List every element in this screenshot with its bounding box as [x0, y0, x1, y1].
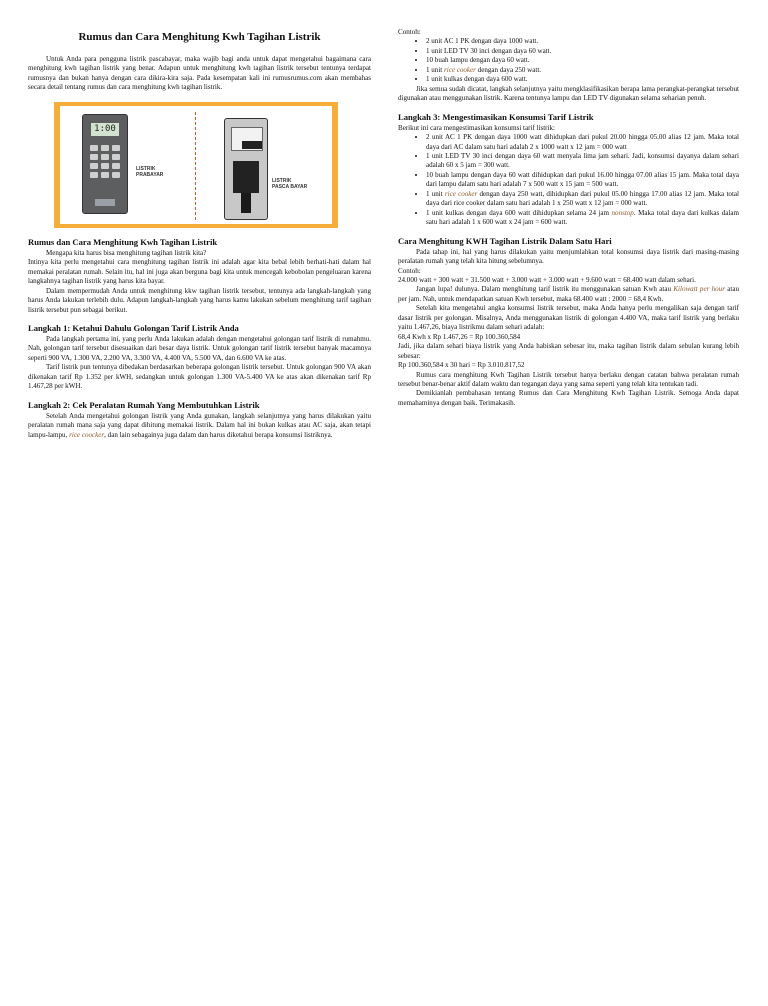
paragraph: Jangan lupa! dulunya. Dalam menghitung tarif listrik itu menggunakan satuan Kwh atau Kilowatt per hour atau per jam. Nah, untuk mendapatkan satuan Kwh tersebut, maka 68.400 watt : 2000 = 68,4 Kwh. — [398, 285, 740, 303]
list-item: • 2 unit AC 1 PK dengan daya 1000 watt dihidupkan dari pukul 20.00 hingga 05.00 alias 12 jam. Maka total daya dari AC dalam satu hari adalah 2 x 1000 watt x 12 jam = 000 watt — [426, 133, 739, 152]
step2-heading: Langkah 2: Cek Peralatan Rumah Yang Membutuhkan Listrik — [28, 399, 260, 410]
meter-keypad — [90, 145, 120, 178]
paragraph: Berikut ini cara mengestimasikan konsumsi tarif listrik: — [398, 123, 555, 132]
prepaid-meter-image — [82, 114, 128, 214]
formula: 68,4 Kwh x Rp 1.467,26 = Rp 100.360,584 — [398, 332, 521, 341]
meter-illustration — [54, 102, 338, 228]
list-item: • 2 unit AC 1 PK dengan daya 1000 watt. — [426, 37, 739, 46]
formula: 24.000 watt + 300 watt + 31.500 watt + 3.000 watt + 3.000 watt + 9.600 watt = 68.400 watt dalam sehari. — [398, 275, 696, 284]
list-item: • 1 unit kulkas dengan daya 600 watt. — [426, 75, 739, 84]
meter-screen: 1:00 — [91, 123, 119, 136]
section-heading: Rumus dan Cara Menghitung Kwh Tagihan Listrik — [28, 236, 218, 247]
paragraph: Setelah kita mengetahui angka konsumsi listrik tersebut, maka Anda hanya perlu mengalikan saja dengan tarif dasar listrik per golongan. Misalnya, Anda menggunakan listrik di golongan 4.400 VA, maka tarif listrik yang berlaku yaitu 1.467,26, biaya listrikmu dalam sehari adalah: — [398, 304, 739, 332]
right-column — [398, 28, 739, 408]
question-text: Mengapa kita harus bisa menghitung tagihan listrik kita? — [46, 248, 207, 257]
site-name: rumusrumus.com — [272, 73, 322, 82]
paragraph: Rumus cara menghitung Kwh Tagihan Listrik tersebut hanya berlaku dengan catatan bahwa peralatan rumah tersebut benar-benar aktif dalam waktu dan tegangan daya yang sama seperti yang telah kita tentukan tadi. — [398, 370, 739, 388]
kilowatt-term: Kilowatt per hour — [673, 285, 725, 294]
closing-paragraph: Demikianlah pembahasan tentang Rumus dan Cara Menghitung Kwh Tagihan Listrik. Semoga Anda dapat memahaminya dengan baik. Terimakasih. — [398, 389, 739, 407]
paragraph: Setelah Anda mengetahui golongan listrik yang Anda gunakan, langkah selanjutnya yang harus dilakukan yaitu peralatan rumah mana saja yang dapat dihitung memakai listrik. Dalam hal ini bukan kulkas atau AC saja, akan tetapi lampu-lampu, rice coocker, dan lain sebagainya juga dalam dan harus diketahui berapa konsumsi listriknya. — [28, 411, 371, 439]
step3-heading: Langkah 3: Mengestimasikan Konsumsi Tarif Listrik — [398, 111, 594, 122]
paragraph: Pada tahap ini, hal yang harus dilakukan yaitu menjumlahkan total konsumsi daya listrik dari masing-masing peralatan rumah yang telah kita hitung sebelumnya. — [398, 247, 739, 266]
rice-cooker-term: rice coocker — [69, 430, 105, 439]
page-title: Rumus dan Cara Menghitung Kwh Tagihan Listrik — [78, 31, 321, 43]
intro-paragraph — [28, 55, 371, 93]
paragraph: Pada langkah pertama ini, yang perlu Anda lakukan adalah dengan mengetahui golongan tarif listrik di rumahmu. Nah, golongan tarif tersebut disesuaikan dari besar daya listrik. Untuk golongan tarif listrik tersebut banyak macamnya seperti 900 VA, 1.300 VA, 2.200 VA, 3.300 VA, 4.400 VA, 5.500 VA, dan 6.600 VA ke atas. — [28, 334, 371, 362]
postpaid-meter-image — [224, 118, 268, 220]
example-label: Contoh: — [398, 28, 421, 36]
paragraph: Tarif listrik pun tentunya dibedakan berdasarkan beberapa golongan listrik tersebut. Untuk golongan 900 VA akan dikenakan tarif Rp 1.352 per kWH, sedangkan untuk golongan 1.300 VA-5.400 VA ke atas akan dikenakan tarif Rp 1.467,28 per kWH. — [28, 363, 371, 391]
paragraph: Intinya kita perlu mengetahui cara menghitung tagihan listrik ini adalah agar kita bebal lebih berhati-hati dalam hal memakai peralatan rumah. Selain itu, hal ini juga akan berguna bagi kita untuk mencegah kebobolan pengeluaran karena langkahnya tagihan listrik yang harus kita bayar. — [28, 258, 371, 286]
list-item: • 1 unit rice cooker dengan daya 250 watt, dihidupkan dari pukul 05.00 hingga 17.00 alias 12 jam. Maka total daya dari rice cooker dalam satu hari adalah 1 x 250 watt x 12 jam = 000 watt. — [426, 190, 739, 209]
step1-heading: Langkah 1: Ketahui Dahulu Golongan Tarif Listrik Anda — [28, 322, 239, 333]
list-item: • 1 unit LED TV 30 inci dengan daya 60 watt. — [426, 47, 739, 56]
list-item: • 1 unit kulkas dengan daya 600 watt dihidupkan selama 24 jam nonstop. Maka total daya dari kulkas dalam satu hari adalah 1 x 600 watt x 24 jam = 600 watt. — [426, 209, 739, 228]
paragraph: Jadi, jika dalam sehari biaya listrik yang Anda habiskan sebesar itu, maka tagihan listrik dalam sebulan kurang lebih sebesar: — [398, 342, 739, 360]
section-heading: Cara Menghitung KWH Tagihan Listrik Dalam Satu Hari — [398, 235, 612, 246]
left-column — [28, 28, 371, 440]
formula: Rp 100.360,584 x 30 hari = Rp 3.010.817,52 — [398, 361, 525, 370]
example-label: Contoh: — [398, 266, 421, 275]
list-item: • 1 unit LED TV 30 inci dengan daya 60 watt menyala lima jam sehari. Jadi, konsumsi dayanya dalam sehari adalah 60 x 5 jam = 300 watt. — [426, 152, 739, 171]
estimation-list — [398, 133, 739, 228]
list-item: • 10 buah lampu dengan daya 60 watt dihidupkan dari pukul 16.00 hingga 07.00 alias 15 jam. Maka total daya dari lampu dalam satu hari adalah 7 x 500 watt x 15 jam = 500 watt. — [426, 171, 739, 190]
paragraph: Dalam mempermudah Anda untuk menghitung kkw tagihan listrik tersebut, tentunya ada langkah-langkah yang harus Anda lakukan terlebih dulu. Adapun langkah-langkah yang harus kamu lakukan sebelum menghitung tarif tagihan listrik tersebut pun sebagai berikut. — [28, 286, 371, 314]
appliance-list — [398, 37, 739, 84]
list-item: • 1 unit rice cooker dengan daya 250 watt. — [426, 66, 739, 75]
list-item: • 10 buah lampu dengan daya 60 watt. — [426, 56, 739, 65]
divider — [195, 112, 196, 220]
intro-text-end: akan membahas secara detail tentang rumus dan cara menghitung kwh tagihan listrik. — [28, 73, 371, 92]
postpaid-label: LISTRIK PASCA BAYAR — [272, 177, 308, 190]
paragraph: Jika semua sudah dicatat, langkah selanjutnya yaitu mengklasifikasikan berapa lama perangkat-perangkat tersebut digunakan atau menggunakan listrik. Karena tentunya lampu dan LED TV digunakan selama seharian penuh. — [398, 84, 739, 103]
prepaid-label: LISTRIK PRABAYAR — [136, 165, 164, 178]
intro-text: Untuk Anda para pengguna listrik pascabayar, maka wajib bagi anda untuk dapat mengetahui bagaimana cara menghitung kwh tagihan listrik yang benar. Adapun untuk menghitung kwh tagihan listrik tersebut tentunya terdapat rumusnya dan bukan hanya dengan cara dikira-kira saja. Pada kesempatan kali ini — [28, 55, 371, 82]
